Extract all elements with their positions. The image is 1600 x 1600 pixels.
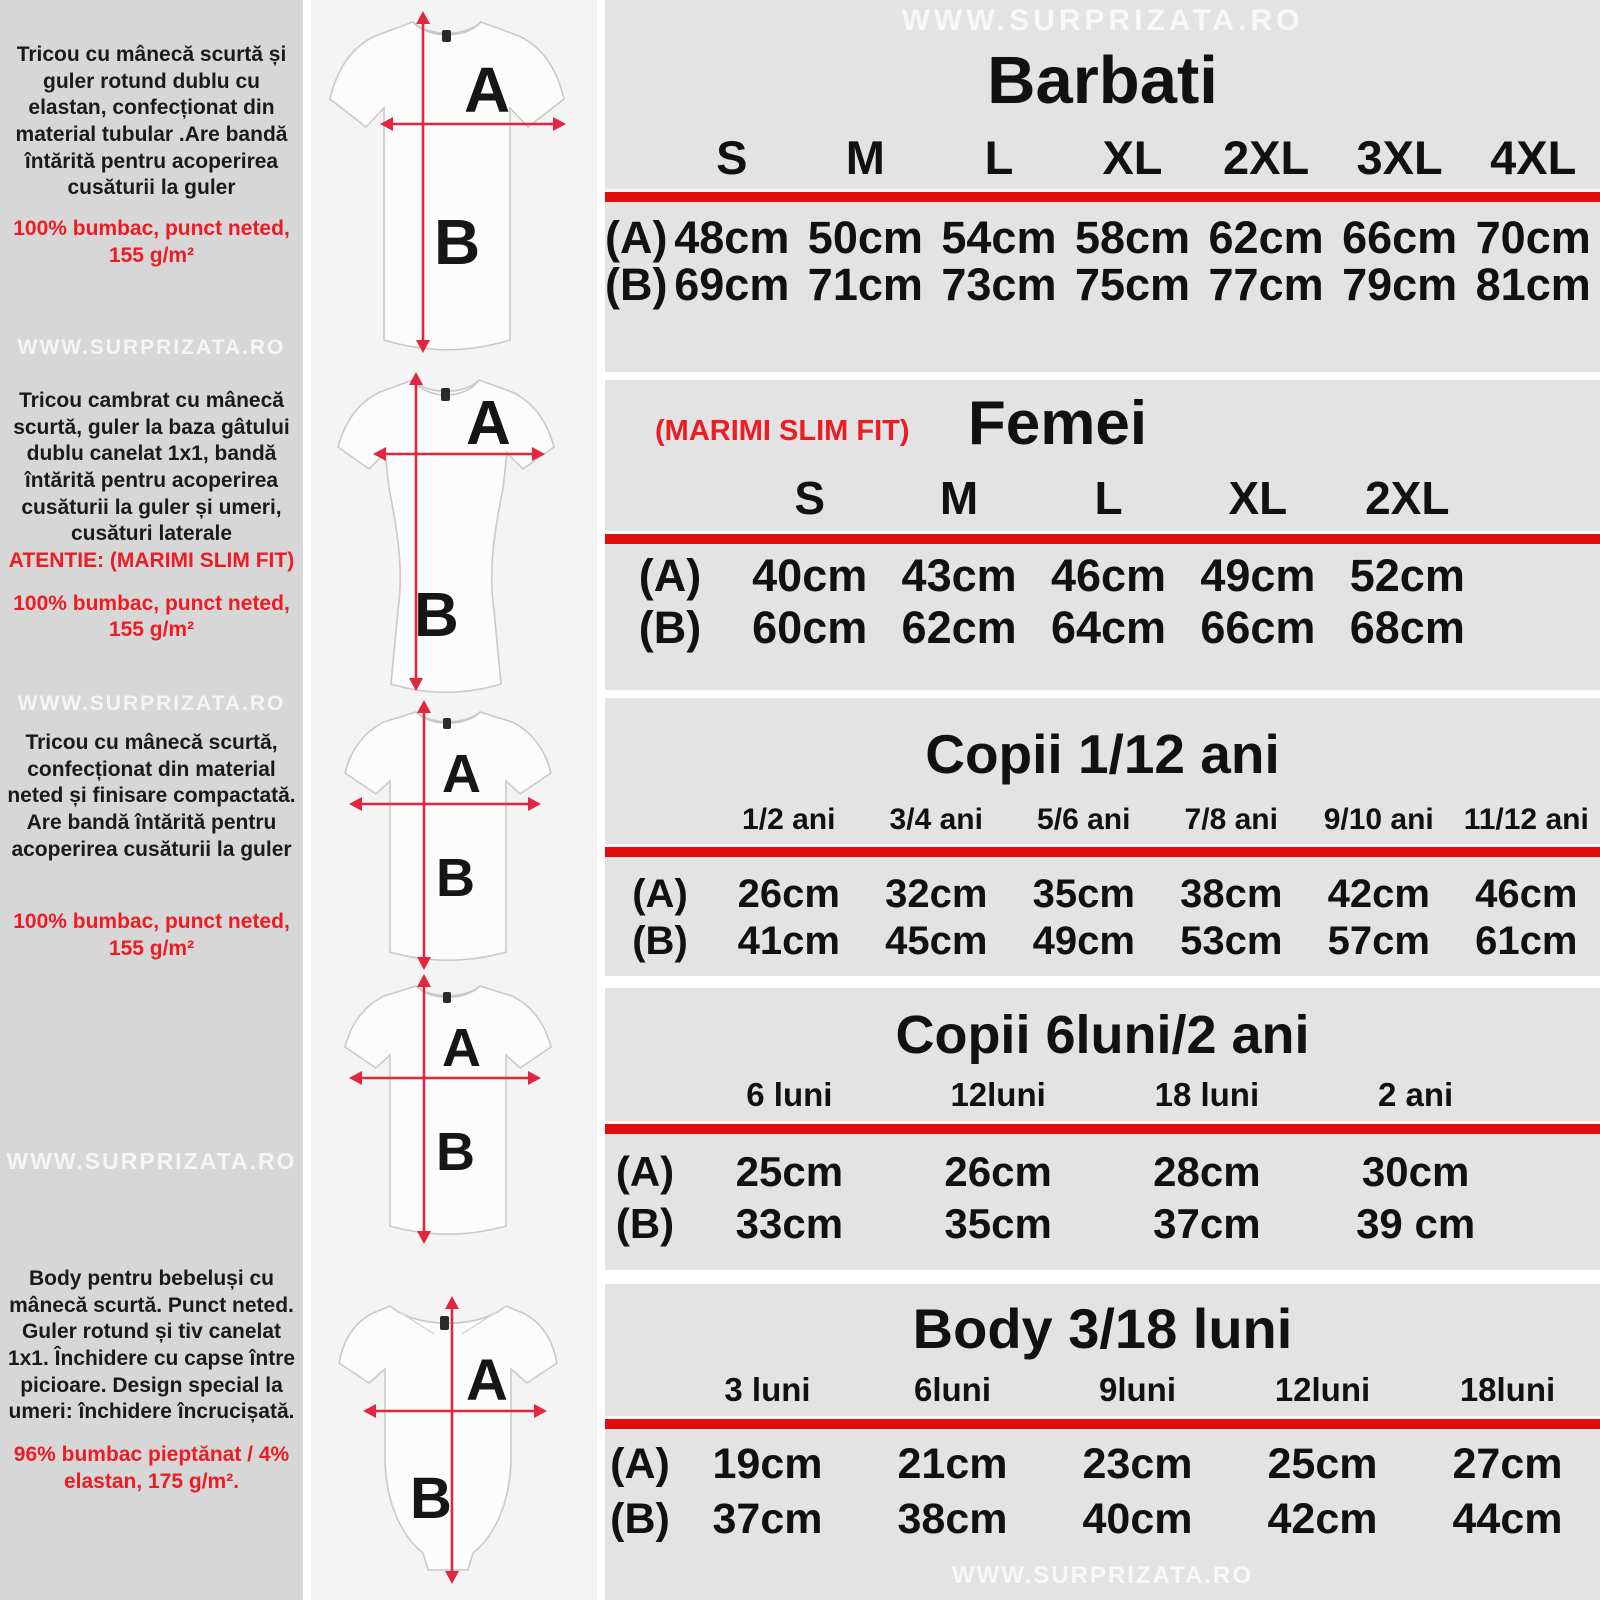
- measurement-value: 75cm: [1074, 259, 1191, 310]
- description-block-women-tshirt: [6, 388, 297, 644]
- measurement-value: 71cm: [807, 259, 923, 310]
- measurement-value: 21cm: [897, 1440, 1008, 1488]
- measurement-value: 33cm: [735, 1200, 844, 1247]
- red-divider-line: [605, 1419, 1600, 1429]
- measurement-value: 35cm: [944, 1200, 1052, 1247]
- material-text: 100% bumbac, punct neted, 155 g/m²: [13, 591, 290, 642]
- table-title: Copii 1/12 ani: [925, 723, 1280, 785]
- brand-logo-icon: [443, 992, 451, 1003]
- measurement-grid: [605, 1072, 1600, 1250]
- measurement-value: 35cm: [1032, 872, 1135, 916]
- measurement-value: 66cm: [1200, 602, 1316, 653]
- measurement-value: 42cm: [1327, 872, 1430, 916]
- description-block-men-tshirt: [6, 42, 297, 269]
- measurement-value: 53cm: [1180, 919, 1283, 963]
- measurement-value: 52cm: [1349, 550, 1465, 601]
- measurement-value: 69cm: [674, 259, 790, 310]
- measurement-value: 48cm: [674, 212, 790, 263]
- measurement-value: 54cm: [941, 212, 1057, 263]
- size-table-barbati: [605, 0, 1600, 372]
- description-text: Tricou cambrat cu mânecă scurtă, guler la baza gâtului dublu canelat 1x1, bandă întărită pentru acoperirea cusăturii la guler și umeri, cusături laterale: [13, 389, 290, 546]
- row-label: (B): [605, 259, 668, 310]
- width-label-a: A: [466, 1348, 508, 1413]
- measurement-value: 39 cm: [1356, 1200, 1476, 1247]
- measurement-value: 28cm: [1153, 1148, 1261, 1195]
- row-label: (B): [632, 919, 688, 963]
- measurement-value: 64cm: [1050, 602, 1167, 653]
- measurement-grid: [605, 1367, 1600, 1547]
- womens-tshirt-diagram: [318, 370, 574, 696]
- baby-bodysuit-diagram: [324, 1286, 572, 1586]
- measurement-value: 42cm: [1267, 1495, 1378, 1543]
- brand-logo-icon: [440, 1316, 449, 1330]
- size-table-copii-6luni-2ani: [605, 988, 1600, 1270]
- size-label: 18luni: [1459, 1371, 1556, 1408]
- measurement-value: 25cm: [735, 1148, 844, 1195]
- size-label: 3/4 ani: [889, 803, 983, 836]
- measurement-value: 77cm: [1208, 259, 1324, 310]
- width-label-a: A: [442, 744, 481, 804]
- description-block-kids-tshirt: [6, 730, 297, 963]
- size-label: M: [845, 131, 885, 184]
- measurement-value: 66cm: [1342, 212, 1458, 263]
- measurement-value: 61cm: [1475, 919, 1578, 963]
- measurement-value: 23cm: [1082, 1440, 1193, 1488]
- size-label: 2 ani: [1378, 1076, 1454, 1113]
- size-header-spacer: [605, 1072, 685, 1118]
- description-column: [0, 0, 303, 1600]
- size-label: L: [984, 131, 1014, 184]
- measurement-value: 38cm: [1180, 872, 1283, 916]
- measurement-value: 62cm: [901, 602, 1017, 653]
- width-label-a: A: [464, 54, 511, 126]
- mens-tshirt-diagram: [316, 6, 578, 358]
- measurement-value: 68cm: [1349, 602, 1465, 653]
- size-header-spacer: [605, 468, 735, 528]
- table-title: Femei: [967, 389, 1148, 458]
- width-label-a: A: [466, 389, 511, 458]
- size-label: 18 luni: [1154, 1076, 1260, 1113]
- material-text: 96% bumbac pieptănat / 4% elastan, 175 g/m².: [13, 1442, 290, 1493]
- measurement-value: 46cm: [1475, 872, 1578, 916]
- description-block-baby-body: [6, 1266, 297, 1495]
- size-label: 9luni: [1098, 1371, 1176, 1408]
- size-table-femei: [605, 380, 1600, 690]
- description-text: Tricou cu mânecă scurtă, confecționat din material neted și finisare compactată. Are bandă întărită pentru acoperirea cusăturii la guler: [7, 731, 296, 861]
- measurement-value: 26cm: [944, 1148, 1052, 1195]
- size-label: 11/12 ani: [1463, 803, 1589, 836]
- watermark: WWW.SURPRIZATA.RO: [951, 1562, 1254, 1589]
- row-label: (B): [638, 602, 702, 653]
- brand-logo-icon: [442, 30, 451, 42]
- row-label: (B): [615, 1200, 675, 1247]
- slim-fit-warning-text: ATENTIE: (MARIMI SLIM FIT): [8, 548, 295, 572]
- measurement-grid: [605, 468, 1600, 654]
- size-label: 6 luni: [746, 1076, 833, 1113]
- measurement-value: 32cm: [885, 872, 988, 916]
- row-label: (A): [610, 1440, 670, 1488]
- measurement-value: 49cm: [1032, 919, 1135, 963]
- measurement-value: 73cm: [941, 259, 1057, 310]
- size-table-body-3-18-luni: [605, 1284, 1600, 1600]
- size-label: 3 luni: [724, 1371, 811, 1408]
- size-label: 7/8 ani: [1184, 803, 1278, 836]
- size-label: XL: [1102, 131, 1163, 184]
- table-title: Barbati: [987, 43, 1218, 118]
- red-divider-line: [605, 847, 1600, 857]
- kids-tshirt-diagram: [324, 700, 572, 972]
- measurement-value: 37cm: [712, 1495, 823, 1543]
- size-label: S: [716, 131, 748, 184]
- measurement-value: 40cm: [1082, 1495, 1193, 1543]
- watermark: WWW.SURPRIZATA.RO: [17, 692, 286, 715]
- measurement-value: 44cm: [1452, 1495, 1563, 1543]
- length-label-b: B: [414, 581, 459, 650]
- measurement-value: 43cm: [901, 550, 1017, 601]
- brand-logo-icon: [443, 718, 451, 729]
- size-label: L: [1094, 472, 1123, 524]
- size-header-spacer: [605, 1367, 675, 1413]
- size-header-spacer: [605, 130, 665, 186]
- measurement-value: 81cm: [1475, 259, 1591, 310]
- row-label: (A): [615, 1148, 675, 1195]
- measurement-value: 19cm: [712, 1440, 823, 1488]
- table-title: Body 3/18 luni: [912, 1297, 1293, 1360]
- description-text: Tricou cu mânecă scurtă și guler rotund dublu cu elastan, confecționat din material tubular .Are bandă întărită pentru acoperirea cusăturii la guler: [15, 43, 288, 200]
- size-label: M: [939, 472, 979, 524]
- measurement-value: 41cm: [737, 919, 840, 963]
- row-label: (A): [638, 550, 702, 601]
- red-divider-line: [605, 192, 1600, 202]
- watermark: WWW.SURPRIZATA.RO: [17, 336, 286, 359]
- row-label: (B): [610, 1495, 670, 1543]
- measurement-value: 25cm: [1267, 1440, 1378, 1488]
- size-label: 6luni: [913, 1371, 991, 1408]
- material-text: 100% bumbac, punct neted, 155 g/m²: [13, 910, 290, 960]
- width-label-a: A: [442, 1018, 481, 1078]
- size-label: 2XL: [1365, 472, 1450, 524]
- measurement-grid: [605, 799, 1600, 965]
- size-label: 3XL: [1356, 131, 1443, 184]
- size-label: 12luni: [950, 1076, 1046, 1113]
- measurement-value: 60cm: [752, 602, 868, 653]
- measurement-value: 45cm: [885, 919, 988, 963]
- red-divider-line: [605, 534, 1600, 544]
- size-label: 2XL: [1222, 131, 1310, 184]
- description-text: Body pentru bebeluși cu mânecă scurtă. Punct neted. Guler rotund și tiv canelat 1x1. Închidere cu capse între picioare. Design special la umeri: închidere încrucișată.: [7, 1267, 296, 1424]
- size-label: 5/6 ani: [1037, 803, 1131, 836]
- length-label-b: B: [436, 848, 475, 908]
- length-label-b: B: [434, 206, 481, 278]
- watermark: WWW.SURPRIZATA.RO: [6, 1148, 297, 1174]
- measurement-value: 70cm: [1475, 212, 1591, 263]
- watermark: WWW.SURPRIZATA.RO: [901, 4, 1304, 37]
- size-label: 12luni: [1274, 1371, 1371, 1408]
- measurement-value: 26cm: [737, 872, 840, 916]
- size-label: XL: [1228, 472, 1288, 524]
- measurement-value: 46cm: [1050, 550, 1167, 601]
- size-label: 9/10 ani: [1323, 803, 1434, 836]
- measurement-value: 27cm: [1452, 1440, 1563, 1488]
- measurement-grid: [605, 130, 1600, 308]
- length-label-b: B: [436, 1122, 475, 1182]
- measurement-value: 40cm: [752, 550, 868, 601]
- size-header-spacer: [605, 799, 715, 841]
- slim-fit-note: (MARIMI SLIM FIT): [655, 415, 910, 447]
- measurement-value: 50cm: [807, 212, 923, 263]
- red-divider-line: [605, 1124, 1600, 1134]
- toddler-tshirt-diagram: [324, 974, 572, 1246]
- row-label: (A): [605, 212, 668, 263]
- length-label-b: B: [410, 1466, 452, 1531]
- measurement-value: 38cm: [897, 1495, 1008, 1543]
- measurement-value: 37cm: [1153, 1200, 1261, 1247]
- table-title: Copii 6luni/2 ani: [895, 1005, 1310, 1065]
- size-label: 4XL: [1490, 131, 1577, 184]
- material-text: 100% bumbac, punct neted, 155 g/m²: [13, 216, 290, 267]
- tshirt-outline: [330, 22, 564, 350]
- brand-logo-icon: [441, 388, 450, 401]
- size-label: 1/2 ani: [742, 803, 836, 836]
- measurement-value: 49cm: [1200, 550, 1316, 601]
- size-label: S: [794, 472, 826, 524]
- measurement-value: 58cm: [1074, 212, 1191, 263]
- measurement-value: 30cm: [1361, 1148, 1470, 1195]
- measurement-value: 57cm: [1327, 919, 1430, 963]
- size-table-copii-1-12: [605, 698, 1600, 976]
- row-label: (A): [632, 872, 688, 916]
- measurement-value: 79cm: [1342, 259, 1458, 310]
- measurement-value: 62cm: [1208, 212, 1324, 263]
